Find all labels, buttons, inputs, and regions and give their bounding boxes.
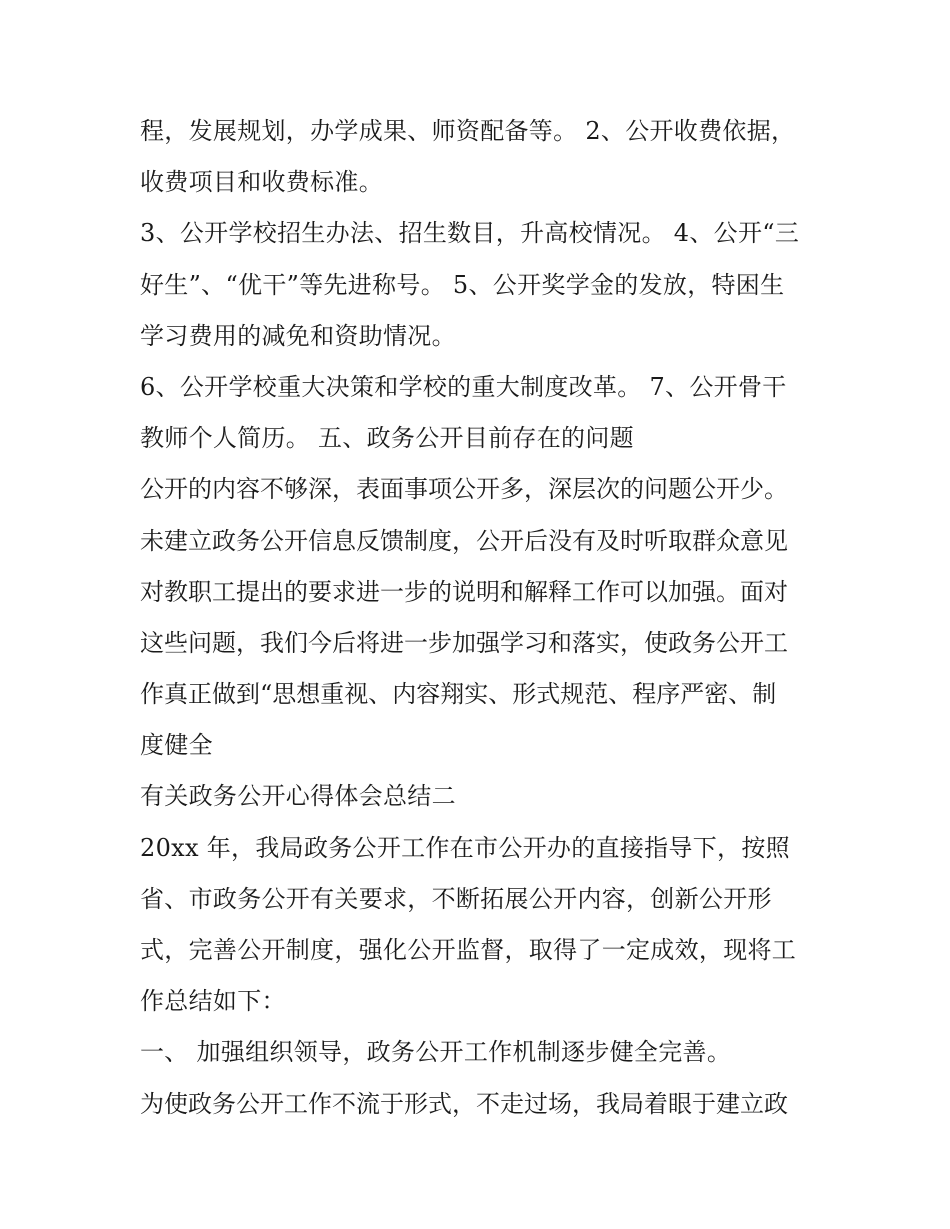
text-line: 收费项目和收费标准。 bbox=[140, 168, 383, 197]
text-line: 作总结如下： bbox=[140, 987, 286, 1016]
text-line: 公开的内容不够深，表面事项公开多，深层次的问题公开少。 bbox=[140, 475, 788, 504]
text-line: 学习费用的减免和资助情况。 bbox=[140, 321, 456, 350]
text-line: 6、公开学校重大决策和学校的重大制度改革。 7、公开骨干 bbox=[140, 372, 787, 401]
text-line: 对教职工提出的要求进一步的说明和解释工作可以加强。面对 bbox=[140, 577, 788, 606]
text-line: 作真正做到“思想重视、内容翔实、形式规范、程序严密、制 bbox=[140, 680, 777, 709]
text-line: 好生”、“优干”等先进称号。 5、公开奖学金的发放，特困生 bbox=[140, 270, 785, 299]
text-line: 为使政务公开工作不流于形式，不走过场，我局着眼于建立政 bbox=[140, 1089, 788, 1118]
text-line: 度健全 bbox=[140, 731, 213, 760]
text-line: 这些问题，我们今后将进一步加强学习和落实，使政务公开工 bbox=[140, 628, 788, 657]
section-heading: 有关政务公开心得体会总结二 bbox=[140, 782, 456, 811]
text-line: 程，发展规划，办学成果、师资配备等。 2、公开收费依据， bbox=[140, 117, 796, 145]
text-line: 省、市政务公开有关要求，不断拓展公开内容，创新公开形 bbox=[140, 884, 772, 913]
text-line: 20xx 年，我局政务公开工作在市公开办的直接指导下，按照 bbox=[140, 833, 790, 862]
text-line: 一、 加强组织领导，政务公开工作机制逐步健全完善。 bbox=[140, 1038, 732, 1067]
text-line: 未建立政务公开信息反馈制度，公开后没有及时听取群众意见 bbox=[140, 526, 788, 555]
text-line: 式，完善公开制度，强化公开监督，取得了一定成效，现将工 bbox=[140, 936, 797, 964]
text-line: 3、公开学校招生办法、招生数目，升高校情况。 4、公开“三 bbox=[140, 219, 800, 248]
text-line: 教师个人简历。 五、政务公开目前存在的问题 bbox=[140, 424, 634, 453]
body-text bbox=[140, 106, 820, 1130]
